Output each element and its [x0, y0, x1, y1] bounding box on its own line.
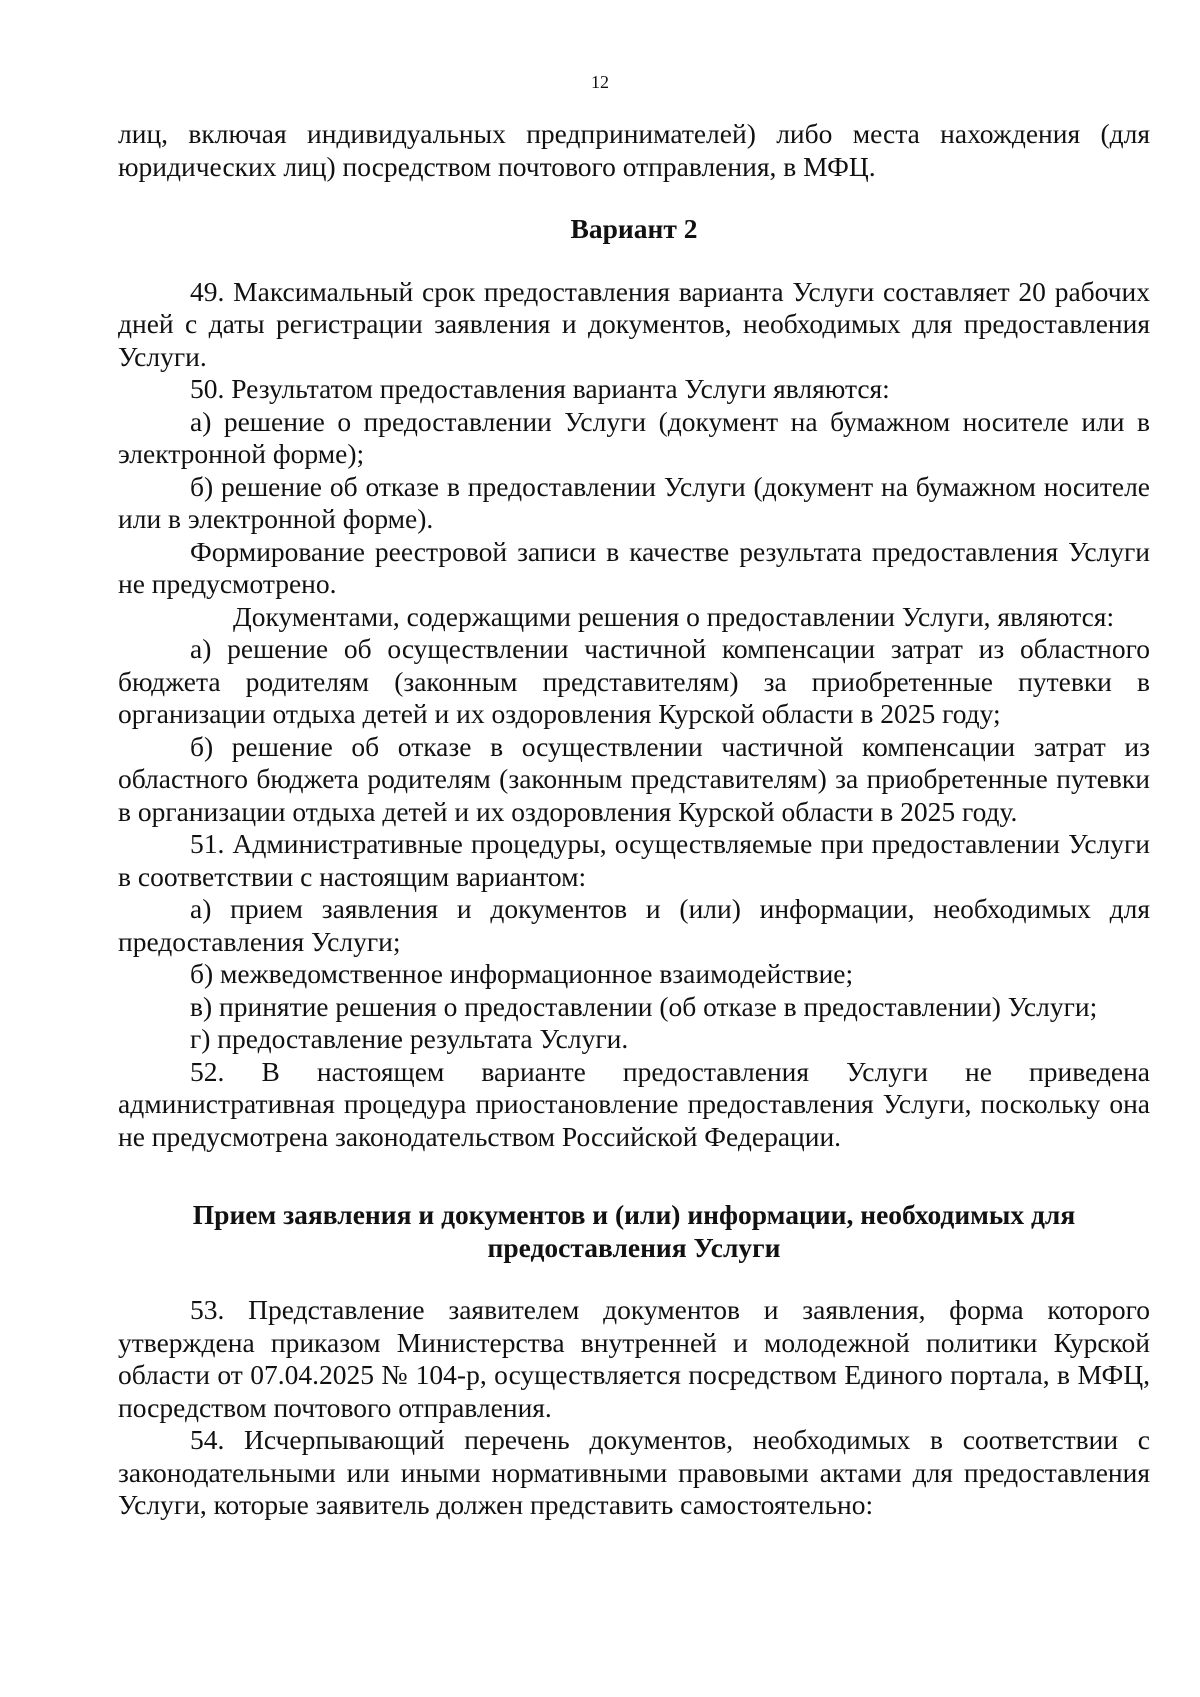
section-heading: [118, 1199, 1150, 1264]
paragraph-continuation: лиц, включая индивидуальных предпринимателей) либо места нахождения (для юридических лиц) посредством почтового отправления, в МФЦ.: [118, 118, 1150, 182]
page-number: 12: [591, 72, 609, 92]
section-heading-line-1: Прием заявления и документов и (или) информации, необходимых для: [192, 1199, 1076, 1230]
paragraph-54: 54. Исчерпывающий перечень документов, необходимых в соответствии с законодательными или иными нормативными правовыми актами для предоставления Услуги, которые заявитель должен представить самостоятельно:: [118, 1424, 1150, 1520]
paragraph-51-b: б) межведомственное информационное взаимодействие;: [190, 958, 854, 989]
paragraph-51-d: г) предоставление результата Услуги.: [190, 1023, 629, 1054]
paragraph-documents-b: б) решение об отказе в осуществлении частичной компенсации затрат из областного бюджета родителям (законным представителям) за приобретенные путевки в организации отдыха детей и их оздоровления Курской области в 2025 году.: [118, 730, 1150, 827]
paragraph-registry-note: Формирование реестровой записи в качестве результата предоставления Услуги не предусмотрено.: [118, 535, 1150, 599]
document-body: [118, 118, 1150, 1522]
paragraph-50: 50. Результатом предоставления варианта Услуги являются:: [190, 373, 890, 404]
paragraph-documents-intro: Документами, содержащими решения о предоставлении Услуги, являются:: [233, 600, 1115, 632]
paragraph-51: 51. Административные процедуры, осуществляемые при предоставлении Услуги в соответствии с настоящим вариантом:: [118, 828, 1150, 892]
section-heading-line-2: предоставления Услуги: [487, 1231, 781, 1263]
paragraph-50-b: б) решение об отказе в предоставлении Услуги (документ на бумажном носителе или в электронной форме).: [118, 470, 1150, 534]
paragraph-50-a: а) решение о предоставлении Услуги (документ на бумажном носителе или в электронной форме);: [118, 405, 1150, 469]
paragraph-52: 52. В настоящем варианте предоставления Услуги не приведена административная процедура приостановление предоставления Услуги, поскольку она не предусмотрена законодательством Российской Федерации.: [118, 1055, 1150, 1152]
paragraph-53: 53. Представление заявителем документов и заявления, форма которого утверждена приказом Министерства внутренней и молодежной политики Курской области от 07.04.2025 № 104-р, осуществляется посредством Единого портала, в МФЦ, посредством почтового отправления.: [118, 1294, 1150, 1423]
paragraph-documents-a: а) решение об осуществлении частичной компенсации затрат из областного бюджета родителям (законным представителям) за приобретенные путевки в организации отдыха детей и их оздоровления Курской области в 2025 году;: [118, 633, 1150, 729]
variant-heading: Вариант 2: [570, 213, 698, 244]
paragraph-49: 49. Максимальный срок предоставления варианта Услуги составляет 20 рабочих дней с даты регистрации заявления и документов, необходимых для предоставления Услуги.: [118, 275, 1150, 372]
paragraph-51-a: а) прием заявления и документов и (или) информации, необходимых для предоставления Услуги;: [118, 893, 1150, 957]
paragraph-51-c: в) принятие решения о предоставлении (об отказе в предоставлении) Услуги;: [190, 990, 1098, 1022]
